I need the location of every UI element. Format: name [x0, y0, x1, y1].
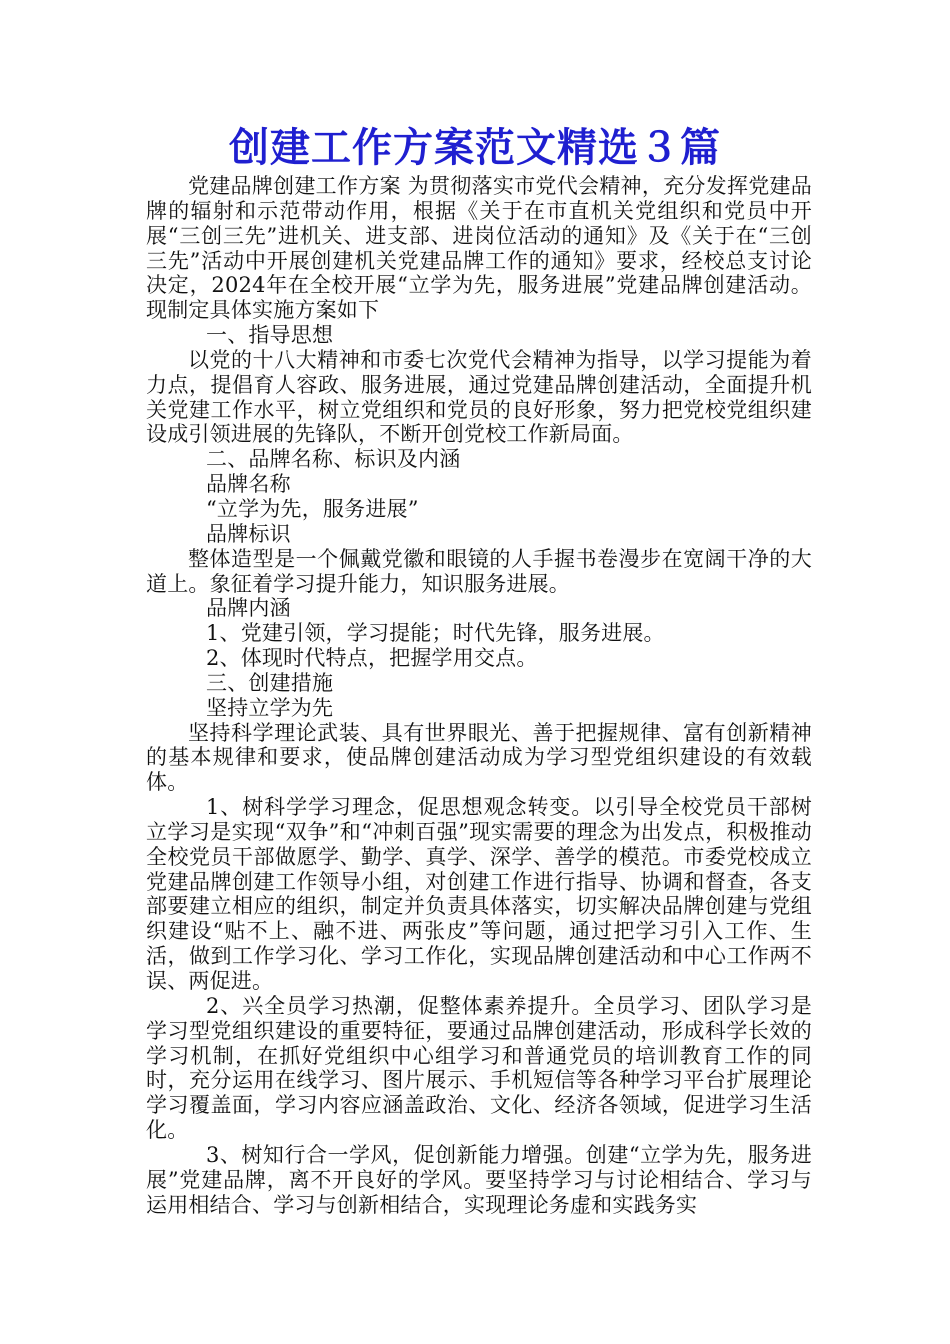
body-paragraph: 整体造型是一个佩戴党徽和眼镜的人手握书卷漫步在宽阔干净的大道上。象征着学习提升能力，知识服务进展。: [146, 546, 812, 596]
section-heading: 一、指导思想: [206, 323, 334, 348]
document-body: [146, 174, 812, 1217]
body-paragraph: 党建品牌创建工作方案 为贯彻落实市党代会精神，充分发挥党建品牌的辐射和示范带动作用，根据《关于在市直机关党组织和党员中开展“三创三先”进机关、进支部、进岗位活动的通知》及《关于在“三创三先”活动中开展创建机关党建品牌工作的通知》要求，经校总支讨论决定，2024年在全校开展“立学为先，服务进展”党建品牌创建活动。现制定具体实施方案如下: [146, 174, 812, 323]
sub-heading: 坚持立学为先: [206, 695, 334, 720]
sub-heading: 2、体现时代特点，把握学用交点。: [206, 646, 538, 671]
section-heading: 三、创建措施: [206, 670, 334, 695]
body-paragraph: 2、兴全员学习热潮，促整体素养提升。全员学习、团队学习是学习型党组织建设的重要特征，要通过品牌创建活动，形成科学长效的学习机制，在抓好党组织中心组学习和普通党员的培训教育工作的同时，充分运用在线学习、图片展示、手机短信等各种学习平台扩展理论学习覆盖面，学习内容应涵盖政治、文化、经济各领域，促进学习生活化。: [146, 993, 812, 1143]
body-paragraph: 3、树知行合一学风，促创新能力增强。创建“立学为先，服务进展”党建品牌，离不开良好的学风。要坚持学习与讨论相结合、学习与运用相结合、学习与创新相结合，实现理论务虚和实践务实: [146, 1142, 812, 1217]
section-heading: 二、品牌名称、标识及内涵: [206, 447, 461, 472]
sub-heading: 1、党建引领，学习提能；时代先锋，服务进展。: [206, 621, 665, 646]
sub-heading: 品牌名称: [206, 472, 291, 497]
body-paragraph: 坚持科学理论武装、具有世界眼光、善于把握规律、富有创新精神的基本规律和要求，使品牌创建活动成为学习型党组织建设的有效载体。: [146, 720, 812, 795]
sub-heading: 品牌标识: [206, 521, 291, 546]
body-paragraph: 以党的十八大精神和市委七次党代会精神为指导，以学习提能为着力点，提倡育人容政、服务进展，通过党建品牌创建活动，全面提升机关党建工作水平，树立党组织和党员的良好形象，努力把党校党组织建设成引领进展的先锋队，不断开创党校工作新局面。: [146, 347, 812, 447]
sub-heading: “立学为先，服务进展”: [206, 496, 419, 521]
sub-heading: 品牌内涵: [206, 596, 291, 621]
document-title: 创建工作方案范文精选３篇: [229, 124, 721, 171]
body-paragraph: 1、树科学学习理念，促思想观念转变。以引导全校党员干部树立学习是实现“双争”和“冲刺百强”现实需要的理念为出发点，积极推动全校党员干部做愿学、勤学、真学、深学、善学的模范。市委党校成立党建品牌创建工作领导小组，对创建工作进行指导、协调和督查，各支部要建立相应的组织，制定并负责具体落实，切实解决品牌创建与党组织建设“贴不上、融不进、两张皮”等问题，通过把学习引入工作、生活，做到工作学习化、学习工作化，实现品牌创建活动和中心工作两不误、两促进。: [146, 795, 812, 993]
